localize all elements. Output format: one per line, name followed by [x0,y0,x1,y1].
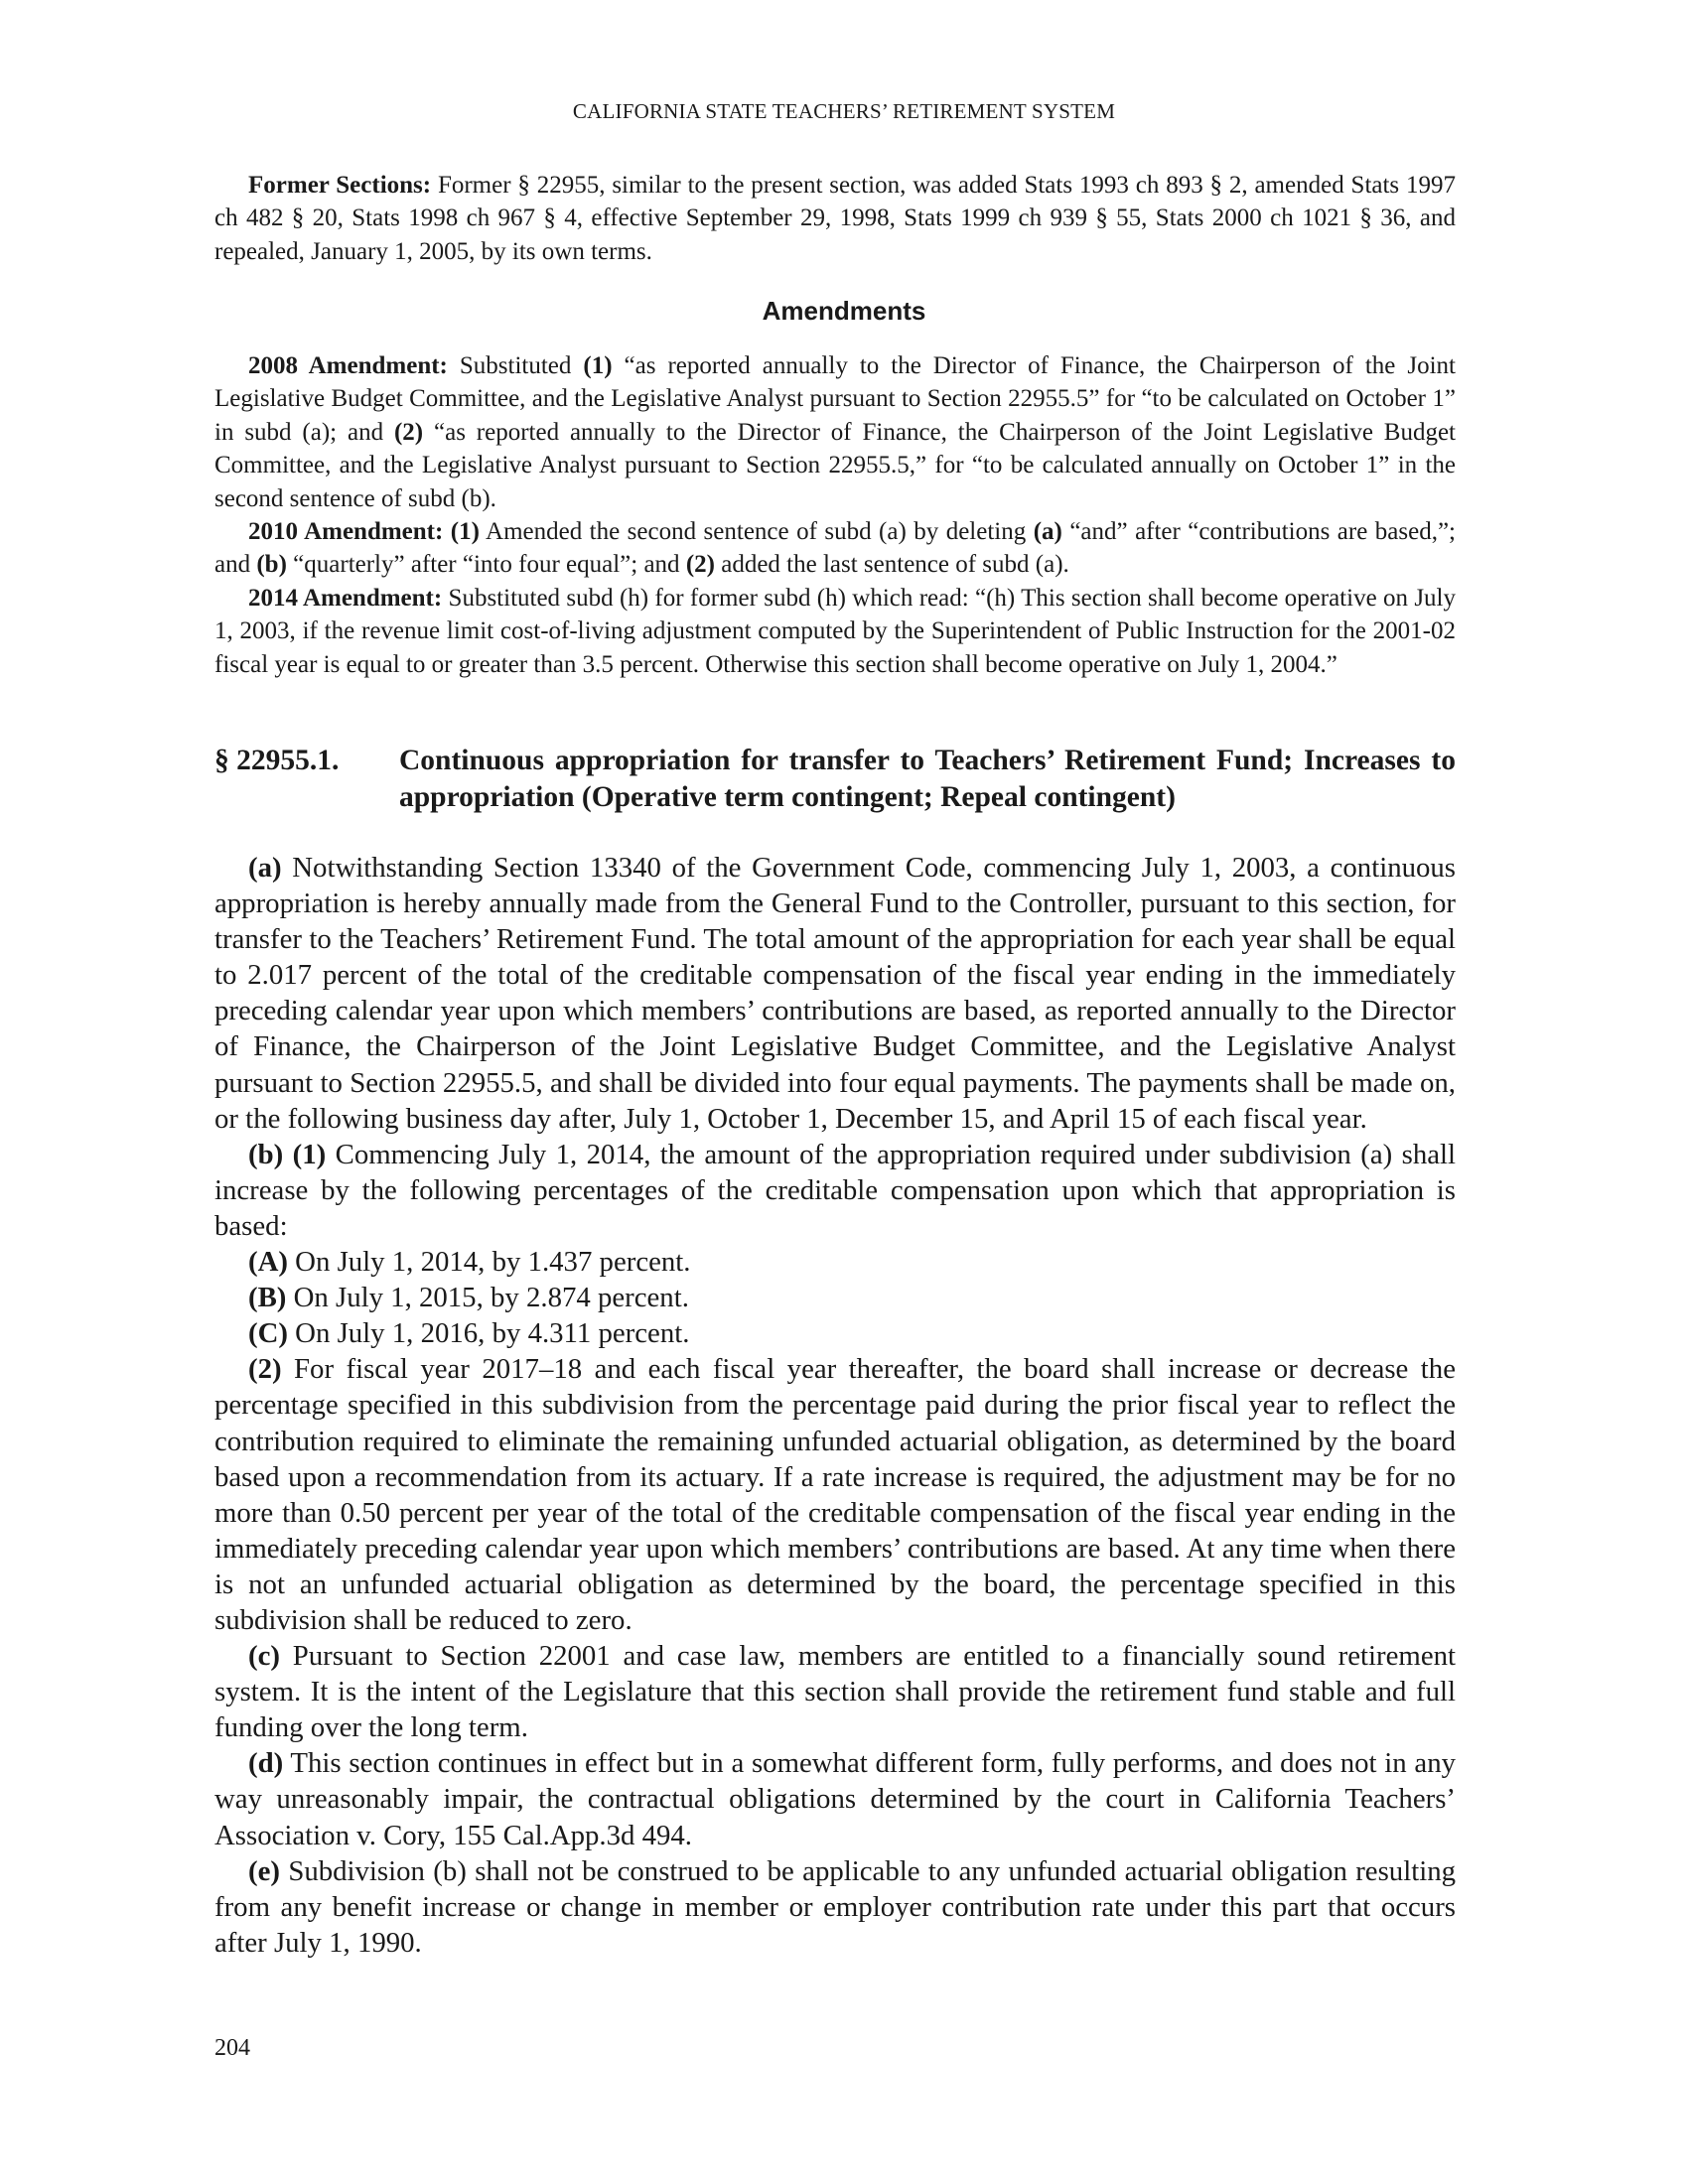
subdivision-a [214,850,1456,1137]
section-number: § 22955.1. [214,745,340,776]
subdivision-d-label: (d) [248,1747,284,1780]
subdivision-d-text: This section continues in effect but in a somewhat different form, fully performs, and does not in any way unreasonably impair, the contractual obligations determined by the court in California Teachers’ Association v. Cory, 155 Cal.App.3d 494. [214,1747,1456,1851]
subdivision-b1-B-text: On July 1, 2015, by 2.874 percent. [286,1282,689,1314]
former-sections-text: Former § 22955, similar to the present section, was added Stats 1993 ch 893 § 2, amended Stats 1997 ch 482 § 20, Stats 1998 ch 967 § 4, effective September 29, 1998, Stats 1999 ch 939 § 55, Stats 2000 ch 1021 § 36, and repealed, January 1, 2005, by its own terms. [214,172,1456,265]
section-title: Continuous appropriation for transfer to Teachers’ Retirement Fund; Increases to appropriation (Operative term contingent; Repeal contingent) [399,745,1456,813]
subdivision-b1-C-label: (C) [248,1317,288,1350]
subdivision-b1-C [214,1315,1456,1351]
amendment-2008-label: 2008 Amendment: [248,352,448,379]
amendment-2014-text: Substituted subd (h) for former subd (h) which read: “(h) This section shall become operative on July 1, 2003, if the revenue limit cost-of-living adjustment computed by the Superintendent of Public Instruction for the 2001-02 fiscal year is equal to or greater than 3.5 percent. Otherwise this section shall become operative on July 1, 2004.” [214,584,1456,678]
subdivision-b1-label: (1) [283,1138,327,1170]
subdivision-c-label: (c) [248,1640,280,1673]
amendment-2010-marker-3: (b) [256,551,287,579]
amendment-2008-text-2: “as reported annually to the Director of Finance, the Chairperson of the Joint Legislative Budget Committee, and the Legislative Analyst pursuant to Section 22955.5” for “to be calculated on October 1” in subd (a); and [214,352,1456,446]
subdivision-e-label: (e) [248,1854,280,1887]
amendments-heading: Amendments [762,296,926,326]
amendment-2010-text-4: added the last sentence of subd (a). [714,551,1069,579]
subdivision-c-text: Pursuant to Section 22001 and case law, members are entitled to a financially sound retirement system. It is the intent of the Legislature that this section shall provide the retirement fund stable and full funding over the long term. [214,1640,1456,1744]
amendment-2010-paragraph [214,515,1456,582]
subdivision-b1-A-label: (A) [248,1246,288,1279]
subdivision-b1-B [214,1280,1456,1315]
amendments-notes [214,349,1456,681]
running-head: CALIFORNIA STATE TEACHERS’ RETIREMENT SYSTEM [572,99,1116,123]
subdivision-b1-A-text: On July 1, 2014, by 1.437 percent. [287,1246,691,1279]
subdivision-b2 [214,1351,1456,1638]
subdivision-c [214,1638,1456,1745]
section-body [214,850,1456,1961]
amendment-2014-label: 2014 Amendment: [248,584,443,612]
amendment-2008-marker-2: (2) [393,418,424,446]
amendment-2010-text-3: “quarterly” after “into four equal”; and [286,551,686,579]
subdivision-a-text: Notwithstanding Section 13340 of the Government Code, commencing July 1, 2003, a continuous appropriation is hereby annually made from the General Fund to the Controller, pursuant to this section, for transfer to the Teachers’ Retirement Fund. The total amount of the appropriation for each year shall be equal to 2.017 percent of the total of the creditable compensation of the fiscal year ending in the immediately preceding calendar year upon which members’ contributions are based, as reported annually to the Director of Finance, the Chairperson of the Joint Legislative Budget Committee, and the Legislative Analyst pursuant to Section 22955.5, and shall be divided into four equal payments. The payments shall be made on, or the following business day after, July 1, October 1, December 15, and April 15 of each fiscal year. [214,852,1456,1135]
subdivision-b1-A [214,1244,1456,1280]
subdivision-b1 [214,1137,1456,1244]
amendment-2010-marker-2: (a) [1033,518,1062,546]
amendment-2010-marker-4: (2) [685,551,715,579]
amendment-2010-text-1: Amended the second sentence of subd (a) by deleting [479,518,1034,546]
former-sections-label: Former Sections: [248,172,432,199]
subdivision-b2-text: For fiscal year 2017–18 and each fiscal year thereafter, the board shall increase or decrease the percentage specified in this subdivision from the percentage paid during the prior fiscal year to reflect the contribution required to eliminate the remaining unfunded actuarial obligation, as determined by the board based upon a recommendation from its actuary. If a rate increase is required, the adjustment may be for no more than 0.50 percent per year of the total of the creditable compensation of the fiscal year ending in the immediately preceding calendar year upon which members’ contributions are based. At any time when there is not an unfunded actuarial obligation as determined by the board, the percentage specified in this subdivision shall be reduced to zero. [214,1353,1456,1636]
subdivision-d [214,1745,1456,1852]
amendment-2010-marker-1: (1) [443,518,480,546]
subdivision-b1-C-text: On July 1, 2016, by 4.311 percent. [287,1317,690,1350]
former-sections-note [214,169,1456,268]
amendment-2008-paragraph [214,349,1456,515]
amendment-2008-text-1: Substituted [447,352,584,379]
subdivision-e-text: Subdivision (b) shall not be construed to be applicable to any unfunded actuarial obligation resulting from any benefit increase or change in member or employer contribution rate under this part that occurs after July 1, 1990. [214,1854,1456,1959]
amendment-2008-marker-1: (1) [583,352,613,379]
amendment-2010-label: 2010 Amendment: [248,518,444,546]
subdivision-b-label: (b) [248,1138,284,1170]
amendment-2010-text-2: “and” after “contributions are based,”; and [214,518,1456,579]
subdivision-e [214,1853,1456,1961]
amendment-2008-text-3: “as reported annually to the Director of Finance, the Chairperson of the Joint Legislative Budget Committee, and the Legislative Analyst pursuant to Section 22955.5,” for “to be calculated annually on October 1” in the second sentence of subd (b). [214,418,1457,512]
page-number: 204 [214,2035,250,2061]
subdivision-b1-text: Commencing July 1, 2014, the amount of the appropriation required under subdivision (a) shall increase by the following percentages of the creditable compensation upon which that appropriation is based: [214,1138,1457,1242]
former-sections-paragraph [214,169,1456,268]
amendment-2014-paragraph [214,582,1456,681]
subdivision-b1-B-label: (B) [248,1282,287,1314]
subdivision-a-label: (a) [248,852,282,884]
subdivision-b2-label: (2) [248,1353,282,1386]
